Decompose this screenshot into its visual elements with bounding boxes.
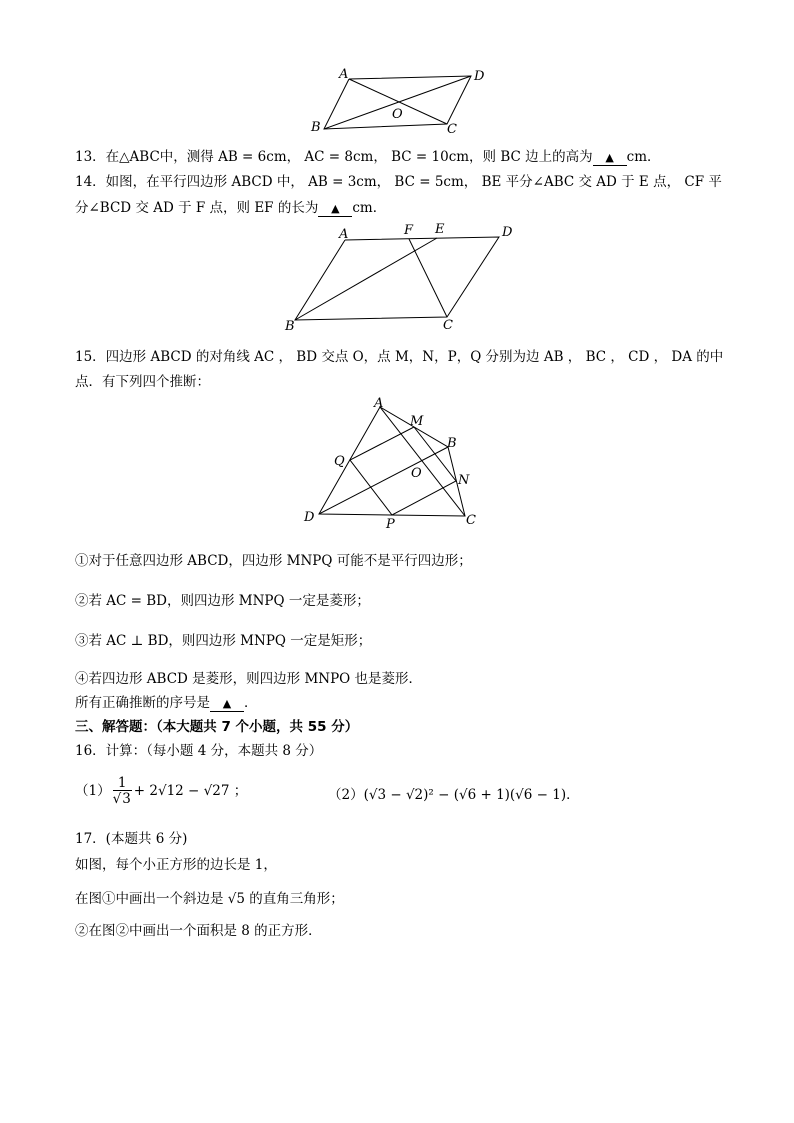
fig1-label-d: D (474, 69, 485, 84)
q13-unit: cm． (626, 149, 661, 165)
fig3-label-m: M (410, 414, 424, 429)
fig3-label-p: P (386, 517, 395, 532)
fig1-label-c: C (447, 122, 457, 137)
question-15-line2: 点．有下列四个推断： (75, 374, 210, 390)
question-17-title: 17．(本题共 6 分) (75, 831, 188, 847)
fig2-label-b: B (285, 319, 295, 334)
q14-text: 分∠BCD 交 AD 于 F 点，则 EF 的长为 (75, 200, 319, 216)
q15-answer-end: ． (244, 695, 258, 711)
q16-p2-label: （2） (328, 787, 364, 803)
fig2-label-d: D (502, 225, 513, 240)
question-14-line1: 14．如图，在平行四边形 ABCD 中， AB = 3cm， BC = 5cm， BE 平分∠ABC 交 AD 于 E 点， CF 平 (75, 174, 722, 190)
q17-line-3: ②在图②中画出一个面积是 8 的正方形． (75, 923, 322, 939)
fig3-label-o: O (411, 466, 422, 481)
q16-part-1 (75, 776, 247, 807)
q15-answer-blank[interactable]: ▲ (210, 697, 244, 712)
fig2-label-f: F (404, 223, 414, 238)
q15-answer (75, 694, 258, 712)
figure-quadrilateral-midpoints (0, 0, 794, 540)
section-3-title: 三、解答题：（本大题共 7 个小题，共 55 分） (75, 719, 359, 735)
q14-answer-blank[interactable]: ▲ (318, 202, 352, 217)
q16-p1-fraction (113, 776, 132, 807)
fig1-label-a: A (339, 67, 349, 82)
question-15-line1: 15．四边形 ABCD 的对角线 AC ， BD 交点 O，点 M，N，P，Q 分别为边 AB ， BC ， CD ， DA 的中 (75, 349, 724, 365)
q16-p2-expression: (√3 − √2)² − (√6 + 1)(√6 − 1)． (363, 787, 580, 803)
q16-p1-numerator: 1 (113, 776, 132, 791)
q16-p1-den-radicand: 3 (122, 791, 131, 807)
q14-unit: cm． (352, 200, 387, 216)
fig3-label-d: D (304, 510, 315, 525)
fig2-label-c: C (443, 318, 453, 333)
fig3-midpoint-quad (350, 427, 456, 515)
q15-item-1: ①对于任意四边形 ABCD，四边形 MNPQ 可能不是平行四边形； (75, 553, 472, 569)
q15-item-2: ②若 AC = BD，则四边形 MNPQ 一定是菱形； (75, 593, 370, 609)
q17-line-1: 如图，每个小正方形的边长是 1， (75, 857, 277, 873)
q16-part-2 (328, 786, 580, 804)
question-16-title: 16．计算：（每小题 4 分，本题共 8 分） (75, 743, 323, 759)
q15-answer-text: 所有正确推断的序号是 (75, 695, 210, 711)
fig3-label-c: C (466, 513, 476, 528)
fig3-label-q: Q (334, 454, 345, 469)
q15-item-4: ④若四边形 ABCD 是菱形，则四边形 MNPO 也是菱形． (75, 671, 423, 687)
q13-text: 13．在△ABC中，测得 AB = 6cm， AC = 8cm， BC = 10cm，则 BC 边上的高为 (75, 149, 593, 165)
q16-p1-denominator: √3 (112, 791, 131, 807)
fig3-label-a: A (374, 396, 384, 411)
q13-answer-blank[interactable]: ▲ (593, 151, 627, 166)
q15-item-3: ③若 AC ⊥ BD，则四边形 MNPQ 一定是矩形； (75, 633, 372, 649)
q16-p1-label: （1） (75, 783, 111, 799)
fig2-label-a: A (339, 227, 349, 242)
fig3-label-b: B (447, 436, 457, 451)
fig1-label-b: B (311, 120, 321, 135)
fig2-label-e: E (435, 222, 445, 237)
fig3-label-n: N (458, 473, 470, 488)
q16-p1-rest: + 2√12 − √27 ； (133, 783, 248, 799)
fig1-label-o: O (392, 107, 403, 122)
q17-line-2: 在图①中画出一个斜边是 √5 的直角三角形； (75, 891, 344, 907)
